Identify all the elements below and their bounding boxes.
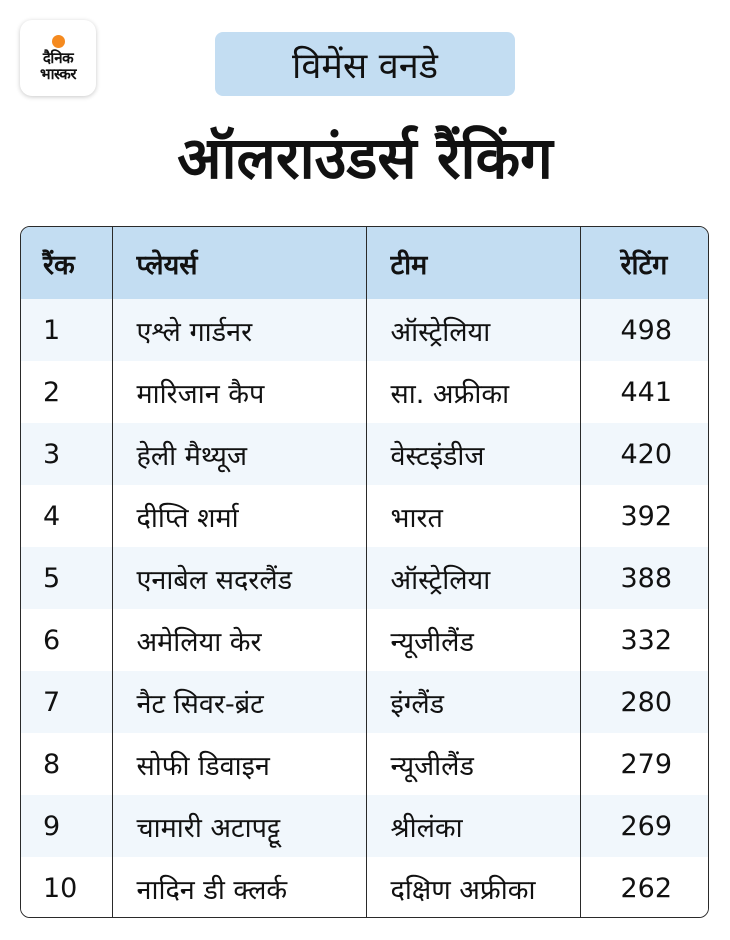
- rating-cell: 388: [580, 547, 709, 609]
- table-row: [21, 547, 709, 609]
- logo-text-line2: भास्कर: [40, 64, 76, 83]
- rating-cell: 332: [580, 609, 709, 671]
- rankings-table: [21, 227, 709, 918]
- team-cell: न्यूजीलैंड: [366, 733, 580, 795]
- dainik-bhaskar-logo: [20, 20, 96, 96]
- team-cell: सा. अफ्रीका: [366, 361, 580, 423]
- rating-cell: 392: [580, 485, 709, 547]
- table-header-row: [21, 227, 709, 299]
- sun-dot-icon: [52, 35, 65, 48]
- rating-cell: 420: [580, 423, 709, 485]
- rank-cell: 10: [21, 857, 112, 918]
- rating-cell: 262: [580, 857, 709, 918]
- table-row: [21, 423, 709, 485]
- team-cell: ऑस्ट्रेलिया: [366, 299, 580, 361]
- rank-cell: 9: [21, 795, 112, 857]
- rank-cell: 3: [21, 423, 112, 485]
- logo-text-line1: दैनिक: [42, 48, 74, 67]
- table-row: [21, 609, 709, 671]
- rankings-table-container: [20, 226, 709, 918]
- header-rating: रेटिंग: [580, 227, 709, 299]
- rank-cell: 6: [21, 609, 112, 671]
- player-cell: एनाबेल सदरलैंड: [112, 547, 366, 609]
- rank-cell: 7: [21, 671, 112, 733]
- table-row: [21, 733, 709, 795]
- table-row: [21, 361, 709, 423]
- table-row: [21, 671, 709, 733]
- rating-cell: 279: [580, 733, 709, 795]
- category-tag: विमेंस वनडे: [215, 32, 515, 96]
- player-cell: हेली मैथ्यूज: [112, 423, 366, 485]
- player-cell: नैट सिवर-ब्रंट: [112, 671, 366, 733]
- header-rank: रैंक: [21, 227, 112, 299]
- player-cell: चामारी अटापट्टू: [112, 795, 366, 857]
- table-row: [21, 485, 709, 547]
- team-cell: दक्षिण अफ्रीका: [366, 857, 580, 918]
- rating-cell: 498: [580, 299, 709, 361]
- rating-cell: 441: [580, 361, 709, 423]
- rank-cell: 1: [21, 299, 112, 361]
- player-cell: सोफी डिवाइन: [112, 733, 366, 795]
- rank-cell: 8: [21, 733, 112, 795]
- rank-cell: 2: [21, 361, 112, 423]
- team-cell: श्रीलंका: [366, 795, 580, 857]
- header-team: टीम: [366, 227, 580, 299]
- team-cell: वेस्टइंडीज: [366, 423, 580, 485]
- player-cell: एश्ले गार्डनर: [112, 299, 366, 361]
- page-title: ऑलराउंडर्स रैंकिंग: [177, 124, 553, 192]
- rank-cell: 5: [21, 547, 112, 609]
- table-row: [21, 299, 709, 361]
- rank-cell: 4: [21, 485, 112, 547]
- player-cell: मारिजान कैप: [112, 361, 366, 423]
- team-cell: भारत: [366, 485, 580, 547]
- table-row: [21, 795, 709, 857]
- team-cell: न्यूजीलैंड: [366, 609, 580, 671]
- header-players: प्लेयर्स: [112, 227, 366, 299]
- team-cell: ऑस्ट्रेलिया: [366, 547, 580, 609]
- table-row: [21, 857, 709, 918]
- player-cell: दीप्ति शर्मा: [112, 485, 366, 547]
- player-cell: अमेलिया केर: [112, 609, 366, 671]
- rating-cell: 269: [580, 795, 709, 857]
- team-cell: इंग्लैंड: [366, 671, 580, 733]
- rating-cell: 280: [580, 671, 709, 733]
- player-cell: नादिन डी क्लर्क: [112, 857, 366, 918]
